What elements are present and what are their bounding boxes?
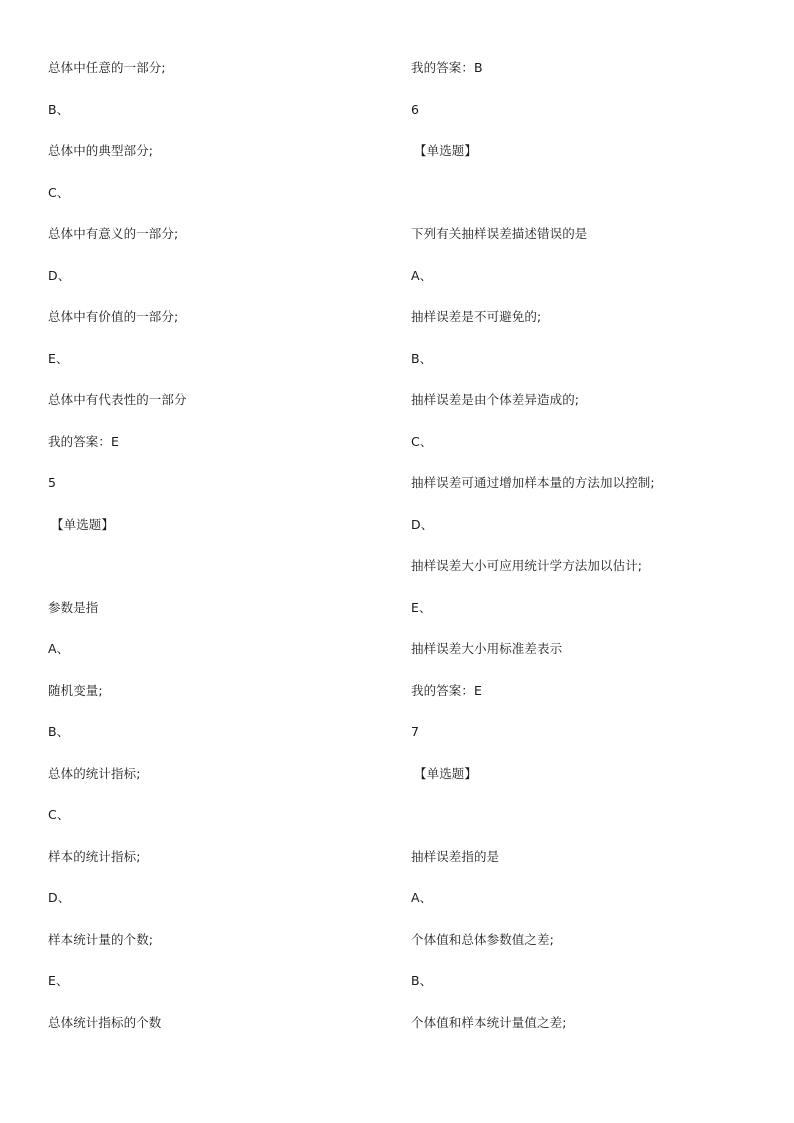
option-text: 总体中有代表性的一部分	[48, 392, 187, 407]
option-text: 抽样误差是不可避免的;	[411, 309, 542, 324]
option-text: 样本统计量的个数;	[48, 932, 154, 947]
question-type: 【单选题】	[414, 143, 478, 158]
option-letter: B、	[411, 351, 433, 366]
option-letter: B、	[48, 724, 70, 739]
option-letter: D、	[48, 890, 71, 905]
option-text: 总体的统计指标;	[48, 766, 141, 781]
option-letter: A、	[411, 268, 433, 283]
option-text: 抽样误差是由个体差异造成的;	[411, 392, 580, 407]
my-answer: 我的答案：E	[48, 434, 119, 449]
option-letter: B、	[48, 102, 70, 117]
option-text: 个体值和总体参数值之差;	[411, 932, 554, 947]
option-text: 总体中有价值的一部分;	[48, 309, 179, 324]
my-answer: 我的答案：B	[411, 60, 483, 75]
question-number: 6	[411, 102, 420, 117]
option-text: 个体值和样本统计量值之差;	[411, 1015, 567, 1030]
question-stem: 下列有关抽样误差描述错误的是	[411, 226, 588, 241]
option-letter: B、	[411, 973, 433, 988]
option-text: 总体统计指标的个数	[48, 1015, 162, 1030]
question-type: 【单选题】	[414, 766, 478, 781]
option-text: 总体中有意义的一部分;	[48, 226, 179, 241]
option-text: 抽样误差大小可应用统计学方法加以估计;	[411, 558, 643, 573]
question-number: 7	[411, 724, 420, 739]
option-letter: E、	[48, 351, 69, 366]
option-text: 抽样误差大小用标准差表示	[411, 641, 563, 656]
option-letter: C、	[411, 434, 433, 449]
option-letter: D、	[48, 268, 71, 283]
question-stem: 抽样误差指的是	[411, 849, 500, 864]
option-letter: C、	[48, 185, 70, 200]
option-text: 总体中的典型部分;	[48, 143, 154, 158]
option-text: 样本的统计指标;	[48, 849, 141, 864]
option-text: 总体中任意的一部分;	[48, 60, 166, 75]
my-answer: 我的答案：E	[411, 683, 482, 698]
option-letter: C、	[48, 807, 70, 822]
option-letter: E、	[411, 600, 432, 615]
question-type: 【单选题】	[51, 517, 115, 532]
option-letter: D、	[411, 517, 434, 532]
option-letter: A、	[48, 641, 70, 656]
question-stem: 参数是指	[48, 600, 99, 615]
option-text: 随机变量;	[48, 683, 103, 698]
option-text: 抽样误差可通过增加样本量的方法加以控制;	[411, 475, 655, 490]
option-letter: E、	[48, 973, 69, 988]
question-number: 5	[48, 475, 57, 490]
option-letter: A、	[411, 890, 433, 905]
